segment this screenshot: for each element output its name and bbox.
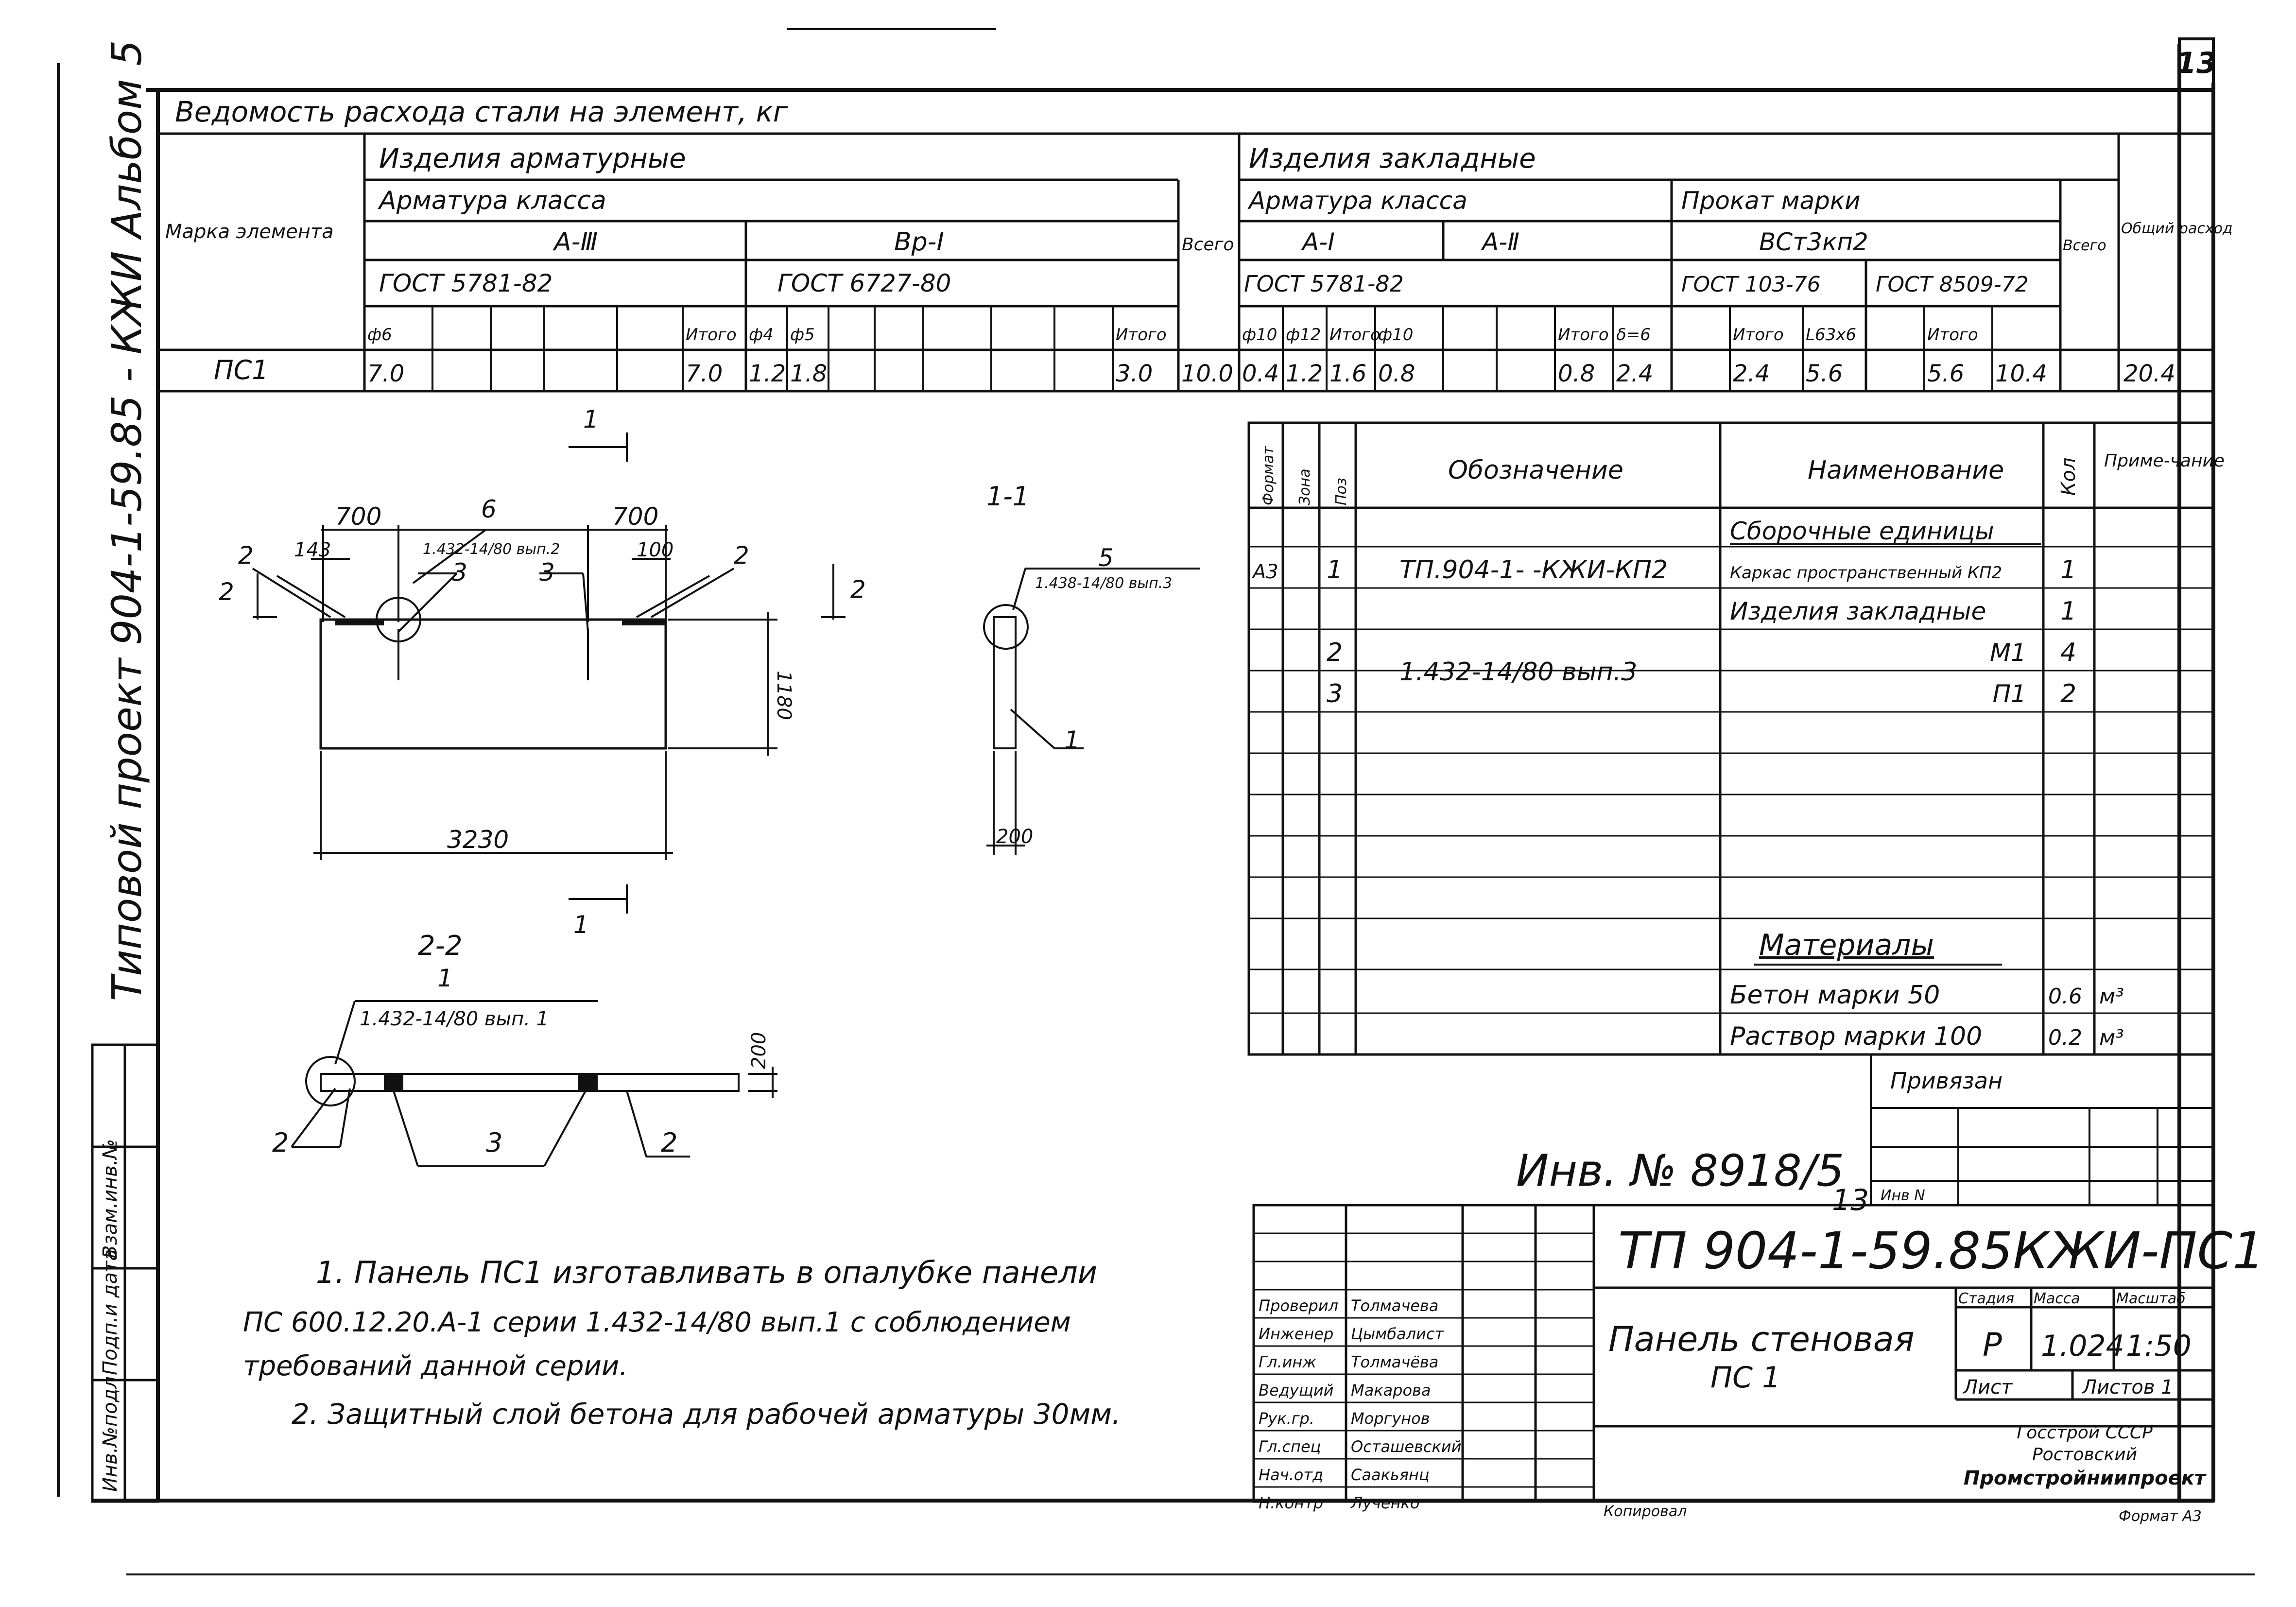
signature-name: Лученко: [1351, 1494, 1420, 1512]
org-line-1: Госстрой СССР: [2017, 1423, 2153, 1443]
total-emb-header: Всего: [2063, 237, 2106, 254]
material-mortar-unit: м³: [2099, 1025, 2124, 1050]
inventory-number: Инв. № 8918/5: [1516, 1145, 1845, 1196]
title-mass: 1.024: [2041, 1329, 2124, 1363]
steel-cell: 0.8: [1558, 360, 1595, 387]
steel-subheader: Итого: [1733, 325, 1784, 345]
steel-subheader: ф5: [790, 325, 815, 345]
signature-role: Инженер: [1259, 1325, 1334, 1343]
left-stamp: [92, 1045, 158, 1502]
signature-role: Проверил: [1259, 1296, 1339, 1315]
side-title: Типовой проект 904-1-59.85 - КЖИ Альбом 5: [103, 40, 151, 1001]
steel-cell: 2.4: [1616, 360, 1654, 387]
signature-role: Нач.отд: [1259, 1466, 1324, 1484]
main-ref-note: 1.432-14/80 вып.2: [423, 541, 560, 558]
spec-pos: 2: [1327, 638, 1343, 667]
steel-table: [158, 90, 2233, 391]
gost-bp1: ГОСТ 6727-80: [777, 269, 951, 297]
material-mortar: Раствор марки 100: [1730, 1022, 1983, 1051]
signature-role: Гл.инж: [1259, 1353, 1316, 1371]
steel-cell: 1.8: [790, 360, 828, 387]
spec-header-zone: Зона: [1296, 468, 1313, 505]
spec-header-name: Наименование: [1808, 456, 2004, 485]
title-scale: 1:50: [2126, 1329, 2192, 1363]
steel-cell: 1.2: [749, 360, 786, 387]
title-name-1: Панель стеновая: [1608, 1319, 1915, 1359]
steel-subheader: Итого: [1329, 325, 1381, 345]
note-line-1: 1. Панель ПС1 изготавливать в опалубке панели: [316, 1255, 1098, 1290]
spec-qty: 2: [2060, 679, 2077, 708]
dim-700-right: 700: [612, 502, 659, 531]
spec-header-designation: Обозначение: [1448, 456, 1623, 485]
steel-subheader: ф4: [749, 325, 774, 345]
spec-name: Изделия закладные: [1730, 597, 1986, 625]
spec-header-qty: Кол: [2057, 457, 2080, 496]
section-22-label: 2-2: [418, 930, 463, 962]
signature-role: Рук.гр.: [1259, 1409, 1315, 1428]
steel-table-title: Ведомость расхода стали на элемент, кг: [175, 95, 788, 128]
title-code: ТП 904-1-59.85КЖИ-ПС1: [1618, 1221, 2265, 1280]
spec-name: Сборочные единицы: [1730, 517, 1994, 545]
note-line-2: ПС 600.12.20.А-1 серии 1.432-14/80 вып.1 с соблюдением: [243, 1307, 1071, 1338]
emb-class-a1: А-I: [1302, 228, 1335, 256]
rebar-class-label: Арматура класса: [379, 186, 606, 215]
binding-block: [1871, 1054, 2213, 1205]
title-scale-label: Масштаб: [2116, 1290, 2186, 1307]
spec-pos: 3: [1327, 679, 1343, 708]
notes: [243, 1255, 1121, 1431]
material-mortar-qty: 0.2: [2048, 1025, 2082, 1050]
signature-role: Гл.спец: [1259, 1437, 1321, 1456]
cut-2-left: 2: [219, 578, 234, 606]
section-11-pos-5: 5: [1098, 544, 1114, 572]
spec-header-pos: Поз: [1333, 478, 1350, 505]
cut-2-right: 2: [850, 575, 866, 604]
section-22-ref: 1.432-14/80 вып. 1: [360, 1008, 549, 1030]
sheet-number: 13: [2176, 46, 2217, 80]
spec-designation: ТП.904-1- -КЖИ-КП2: [1399, 555, 1668, 585]
signature-name: Осташевский: [1351, 1437, 1462, 1456]
org-line-2: Ростовский: [2032, 1445, 2138, 1465]
signature-role: Н.контр: [1259, 1494, 1324, 1512]
emb-class-a2: А-Ⅱ: [1482, 228, 1519, 256]
pos-3-b: 3: [539, 558, 555, 587]
steel-cell: 1.2: [1286, 360, 1323, 387]
steel-cell: 10.0: [1181, 360, 1233, 387]
binding-label: Привязан: [1890, 1068, 2003, 1094]
spec-header-format: Формат: [1260, 446, 1277, 505]
signature-name: Толмачева: [1351, 1296, 1439, 1315]
cut-1-top: 1: [583, 405, 599, 433]
steel-cell: 5.6: [1927, 360, 1965, 387]
steel-subheader: Итого: [686, 325, 737, 345]
rebar-group-header: Изделия арматурные: [379, 143, 686, 174]
dim-700-left: 700: [335, 502, 382, 531]
materials-title: Материалы: [1759, 928, 1934, 962]
signature-role: Ведущий: [1259, 1381, 1334, 1400]
title-name-2: ПС 1: [1710, 1361, 1781, 1395]
steel-cell: 20.4: [2123, 360, 2175, 387]
sheet-small: 13: [1832, 1183, 1869, 1217]
spec-designation: 1.432-14/80 вып.3: [1399, 657, 1638, 687]
section-1-1: [984, 481, 1200, 855]
signature-name: Макарова: [1351, 1381, 1431, 1400]
note-line-4: 2. Защитный слой бетона для рабочей арматуры 30мм.: [292, 1398, 1121, 1431]
dim-143: 143: [294, 539, 331, 561]
gost-a3: ГОСТ 5781-82: [379, 269, 553, 297]
steel-cell: 1.6: [1329, 360, 1367, 387]
steel-subheader: Итого: [1116, 325, 1167, 345]
section-22-pos-3: 3: [486, 1127, 503, 1158]
spec-qty: 4: [2060, 638, 2077, 667]
spec-qty: 1: [2060, 597, 2077, 626]
rolled-grade: ВСт3кп2: [1759, 228, 1868, 256]
binding-inv-label: Инв N: [1881, 1187, 1925, 1204]
signature-name: Толмачёва: [1351, 1353, 1439, 1371]
overall-header: Общий расход: [2121, 220, 2233, 237]
spec-table: [1249, 423, 2225, 1054]
col-mark-header: Марка элемента: [165, 221, 334, 243]
dim-6: 6: [481, 495, 497, 523]
pos-2-left: 2: [238, 541, 254, 570]
section-22-dim-200: 200: [748, 1032, 770, 1069]
panel-outline: [321, 620, 666, 748]
signature-name: Моргунов: [1351, 1409, 1430, 1428]
main-view: [219, 405, 866, 939]
section-11-label: 1-1: [986, 481, 1030, 512]
signature-name: Саакьянц: [1351, 1466, 1430, 1484]
steel-cell: 3.0: [1116, 360, 1153, 387]
spec-qty: 1: [2060, 555, 2077, 585]
rebar-class-bp1: Вр-I: [894, 227, 944, 257]
steel-cell: 7.0: [367, 360, 405, 387]
steel-cell: 10.4: [1995, 360, 2047, 387]
steel-subheader: ф6: [367, 325, 392, 345]
footer-format: Формат А3: [2119, 1508, 2202, 1525]
rebar-class-a3: А-Ⅲ: [554, 227, 598, 257]
title-stage: Р: [1983, 1326, 2002, 1364]
dim-1180: 1180: [773, 671, 795, 720]
spec-pos: 1: [1327, 555, 1343, 585]
steel-subheader: Итого: [1558, 325, 1609, 345]
note-line-3: требований данной серии.: [243, 1350, 628, 1382]
steel-cell: 0.8: [1378, 360, 1416, 387]
section-22-pos-1: 1: [437, 964, 453, 992]
spec-name: М1: [1990, 639, 2026, 667]
section-2-2: [272, 930, 777, 1166]
title-mass-label: Масса: [2034, 1290, 2080, 1307]
title-sheet-label: Лист: [1963, 1376, 2013, 1399]
embedded-group-header: Изделия закладные: [1249, 143, 1536, 174]
steel-cell: 0.4: [1242, 360, 1279, 387]
steel-subheader: ф12: [1286, 325, 1321, 345]
material-concrete: Бетон марки 50: [1730, 981, 1940, 1010]
signature-name: Цымбалист: [1351, 1325, 1444, 1343]
stamp-inv-original: Инв.№подл: [99, 1376, 121, 1492]
spec-name: П1: [1992, 680, 2026, 708]
cut-1-bottom: 1: [573, 911, 589, 939]
steel-subheader: ф10: [1378, 325, 1414, 345]
stamp-replaced-inv: Взам.инв.№: [99, 1139, 121, 1259]
footer-copied: Копировал: [1604, 1503, 1687, 1520]
rolled-label: Прокат марки: [1681, 187, 1861, 215]
steel-cell: 5.6: [1806, 360, 1843, 387]
org-line-3: Промстройниипроект: [1963, 1467, 2206, 1489]
spec-name: Каркас пространственный КП2: [1730, 563, 2003, 583]
material-concrete-qty: 0.6: [2048, 984, 2082, 1009]
pos-2-right: 2: [734, 541, 749, 570]
section-22-pos-2-right: 2: [661, 1127, 678, 1158]
gost-emb: ГОСТ 5781-82: [1244, 271, 1404, 297]
row-mark: ПС1: [214, 355, 269, 385]
gost-rolled-2: ГОСТ 8509-72: [1876, 272, 2029, 297]
spec-header-note: Приме-чание: [2104, 451, 2225, 471]
section-11-dim-200: 200: [996, 826, 1034, 848]
steel-cell: 2.4: [1733, 360, 1770, 387]
title-block: [1254, 1205, 2264, 1512]
spec-format: А3: [1253, 561, 1278, 583]
title-sheets-label: Листов 1: [2082, 1376, 2174, 1399]
dim-100: 100: [637, 539, 674, 561]
section-11-ref: 1.438-14/80 вып.3: [1035, 575, 1173, 592]
section-22-pos-2-left: 2: [272, 1127, 289, 1158]
material-concrete-unit: м³: [2099, 984, 2124, 1009]
steel-subheader: Итого: [1927, 325, 1978, 345]
section-11-pos-1: 1: [1064, 726, 1080, 754]
steel-subheader: ф10: [1242, 325, 1277, 345]
total-rebar-header: Всего: [1182, 235, 1234, 255]
steel-cell: 7.0: [686, 360, 723, 387]
pos-3-a: 3: [452, 558, 467, 587]
emb-class-label: Арматура класса: [1249, 187, 1467, 215]
dim-3230: 3230: [447, 826, 509, 854]
steel-subheader: L63х6: [1806, 325, 1856, 345]
steel-subheader: δ=6: [1616, 325, 1651, 345]
title-stage-label: Стадия: [1958, 1290, 2015, 1307]
gost-rolled-1: ГОСТ 103-76: [1681, 272, 1821, 297]
stamp-sign-date: Подп.и дата: [99, 1249, 121, 1375]
